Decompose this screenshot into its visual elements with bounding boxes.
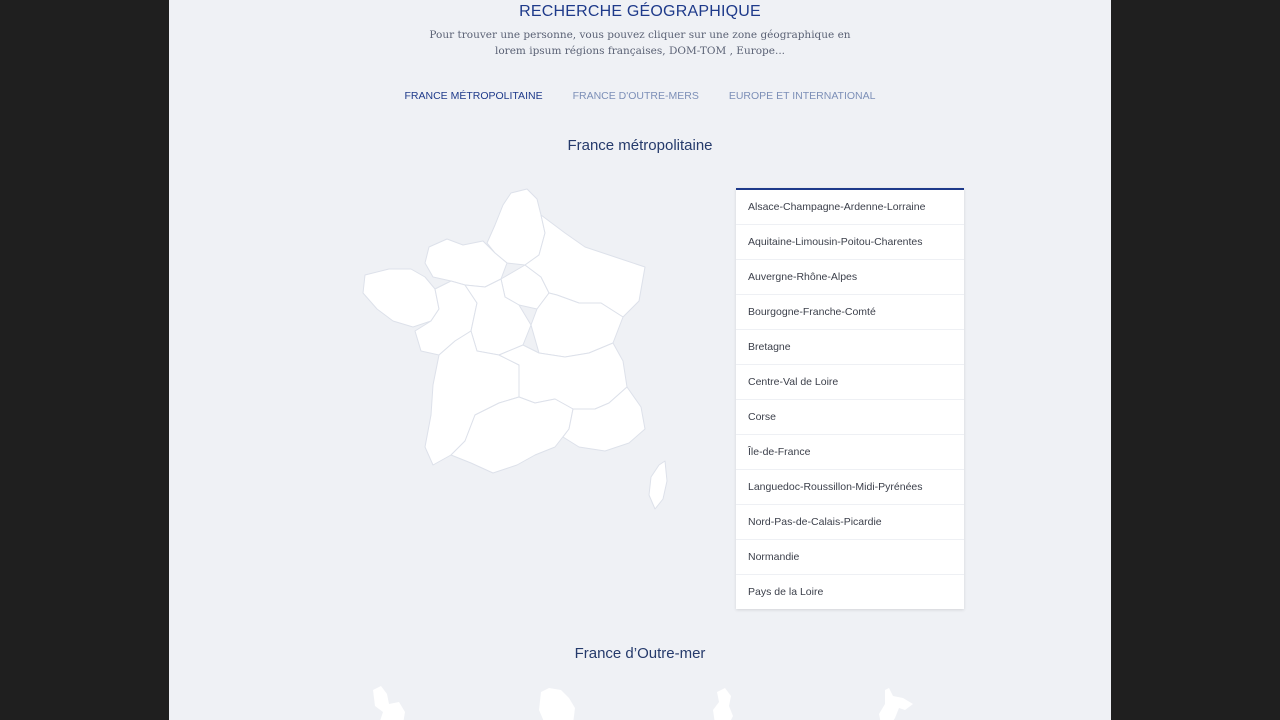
tab-france-metropolitaine[interactable]: FRANCE MÉTROPOLITAINE xyxy=(404,90,543,102)
region-list-item-bourgogne[interactable]: Bourgogne-Franche-Comté xyxy=(736,295,964,330)
island-reunion-map[interactable] xyxy=(865,684,915,720)
page-title: RECHERCHE GÉOGRAPHIQUE xyxy=(519,3,761,20)
tab-france-outre-mers[interactable]: FRANCE D'OUTRE-MERS xyxy=(572,90,699,102)
region-list-item-alsace[interactable]: Alsace-Champagne-Ardenne-Lorraine xyxy=(736,190,964,225)
intro-text: Pour trouver une personne, vous pouvez cliquer sur une zone géographique en lorem ipsum régions françaises, DOM-TOM , Europe... xyxy=(429,29,851,57)
island-martinique-map[interactable] xyxy=(535,684,579,720)
region-list-item-nord-pas-de-calais[interactable]: Nord-Pas-de-Calais-Picardie xyxy=(736,505,964,540)
region-list-item-ile-de-france[interactable]: Île-de-France xyxy=(736,435,964,470)
island-guyane-map[interactable] xyxy=(707,684,737,720)
region-list-item-bretagne[interactable]: Bretagne xyxy=(736,330,964,365)
region-list-item-normandie[interactable]: Normandie xyxy=(736,540,964,575)
region-list xyxy=(736,188,964,609)
region-list-item-aquitaine[interactable]: Aquitaine-Limousin-Poitou-Charentes xyxy=(736,225,964,260)
tab-europe-international[interactable]: EUROPE ET INTERNATIONAL xyxy=(728,90,876,102)
metropole-title: France métropolitaine xyxy=(567,137,713,154)
region-list-item-corse[interactable]: Corse xyxy=(736,400,964,435)
france-map xyxy=(359,185,679,515)
region-list-item-languedoc[interactable]: Languedoc-Roussillon-Midi-Pyrénées xyxy=(736,470,964,505)
region-corse[interactable] xyxy=(649,461,667,509)
region-bretagne[interactable] xyxy=(363,269,439,327)
region-list-item-centre[interactable]: Centre-Val de Loire xyxy=(736,365,964,400)
page xyxy=(169,0,1111,720)
outremer-title: France d’Outre-mer xyxy=(574,645,706,662)
region-list-item-auvergne[interactable]: Auvergne-Rhône-Alpes xyxy=(736,260,964,295)
region-tabs xyxy=(169,90,1111,102)
region-list-item-pays-de-la-loire[interactable]: Pays de la Loire xyxy=(748,586,824,598)
island-guadeloupe-map[interactable] xyxy=(365,684,411,720)
